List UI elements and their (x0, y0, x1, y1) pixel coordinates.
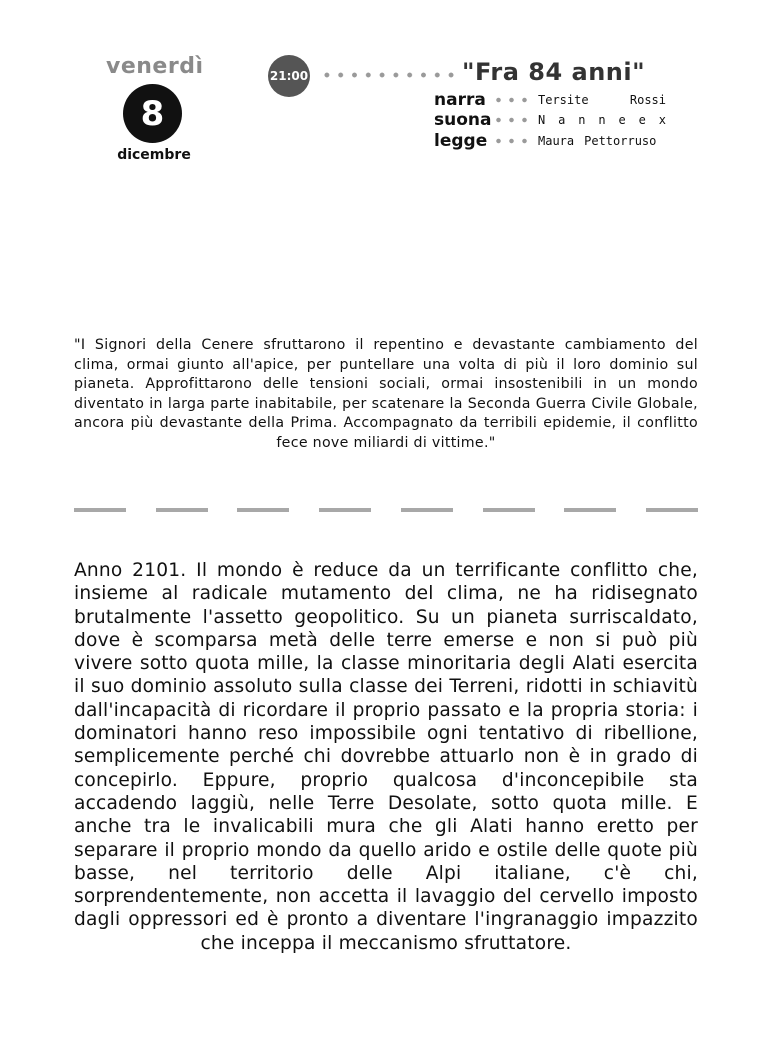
credit-role: suona (434, 110, 492, 130)
day-number: 8 (140, 93, 165, 134)
divider-dash (564, 508, 616, 512)
synopsis-paragraph: Anno 2101. Il mondo è reduce da un terrificante conflitto che, insieme al radicale mutamento del clima, ne ha ridisegnato brutalmente l'assetto geopolitico. Su un pianeta surriscaldato, dove è scomparsa metà delle terre emerse e non si può più vivere sotto quota mille, la classe minoritaria degli Alati esercita il suo dominio assoluto sulla classe dei Terreni, ridotti in schiavitù dall'incapacità di ricordare il proprio passato e la propria storia: i dominatori hanno reso impossibile ogni tentativo di ribellione, semplicemente perché chi dovrebbe attuarlo non è in grado di concepirlo. Eppure, proprio qualcosa d'inconcepibile sta accadendo laggiù, nelle Terre Desolate, sotto quota mille. E anche tra le invalicabili mura che gli Alati hanno eretto per separare il proprio mondo da quello arido e ostile delle quote più basse, nel territorio delle Alpi italiane, c'è chi, sorprendentemente, non accetta il lavaggio del cervello imposto dagli oppressori ed è pronto a diventare l'ingranaggio impazzito che inceppa il meccanismo sfruttatore. (74, 560, 698, 954)
credit-dots (492, 116, 534, 124)
time-badge (268, 55, 310, 97)
day-name: venerdì (106, 54, 204, 79)
time-label: 21:00 (269, 69, 309, 83)
credit-name-part: a (558, 113, 566, 127)
credit-name-part: e (618, 113, 626, 127)
credit-name-part: Rossi (629, 93, 666, 107)
credit-dots (492, 96, 534, 104)
credit-name-part: Maura (538, 134, 575, 148)
month-name: dicembre (117, 147, 191, 163)
credit-name-part: Tersite (538, 93, 589, 107)
credit-name (538, 113, 666, 127)
credit-row-suona (434, 110, 674, 130)
divider-dash (237, 508, 289, 512)
divider-dash (483, 508, 535, 512)
credit-dots (492, 137, 534, 145)
credit-row-narra (434, 90, 674, 110)
credit-name-part: n (578, 113, 586, 127)
divider-dash (319, 508, 371, 512)
credit-name-part: e (638, 113, 646, 127)
quote-paragraph: "I Signori della Cenere sfruttarono il repentino e devastante cambiamento del clima, ormai giunto all'apice, per puntellare una volta di più il loro dominio sul pianeta. Approfittarono delle tensioni sociali, ormai insostenibili in un mondo diventato in larga parte inabitabile, per scatenare la Seconda Guerra Civile Globale, ancora più devastante della Prima. Accompagnato da terribili epidemie, il conflitto fece nove miliardi di vittime." (74, 337, 698, 451)
divider-dash (74, 508, 126, 512)
day-number-badge (123, 84, 182, 143)
divider-dash (646, 508, 698, 512)
credit-row-legge (434, 131, 674, 151)
credit-name-part: N (538, 113, 546, 127)
divider-dash (156, 508, 208, 512)
divider-dash (401, 508, 453, 512)
credit-name (538, 134, 666, 148)
dashed-divider (74, 508, 698, 512)
credit-name-part: Pettorruso (584, 134, 657, 148)
credit-name-part: n (598, 113, 606, 127)
credit-role: legge (434, 131, 488, 151)
credit-role: narra (434, 90, 486, 110)
credit-name (538, 93, 666, 107)
credit-name-part: x (658, 113, 666, 127)
show-title: "Fra 84 anni" (462, 58, 646, 86)
dot-leader (320, 71, 458, 79)
